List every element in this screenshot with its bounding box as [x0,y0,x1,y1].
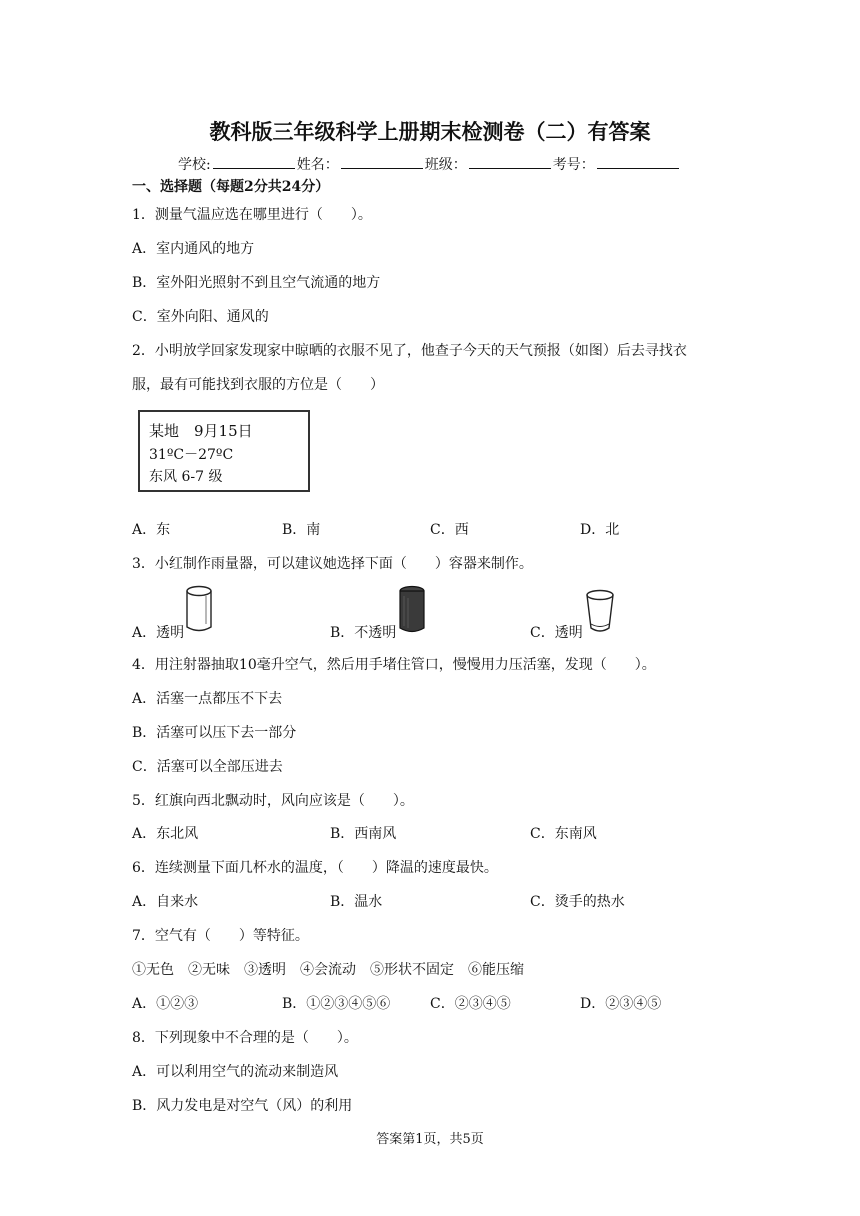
question-4-option-a: A．活塞一点都压不下去 [132,691,283,707]
question-3-option-a: A．透明 [132,625,185,641]
question-1-option-a: A．室内通风的地方 [132,241,255,257]
question-7-stem: 7．空气有（ ）等特征。 [132,928,309,944]
question-2-option-c: C．西 [430,522,469,538]
question-7-option-d: D．②③④⑤ [580,996,662,1012]
question-2-stem-line2: 服，最有可能找到衣服的方位是（ ） [132,377,384,393]
question-2-stem-line1: 2．小明放学回家发现家中晾晒的衣服不见了，他查子今天的天气预报（如图）后去寻找衣 [132,343,687,359]
question-7-option-b: B．①②③④⑤⑥ [282,996,391,1012]
question-6-option-a: A．自来水 [132,894,199,910]
forecast-place-date: 某地 9月15日 [149,422,253,440]
transparent-cylinder-icon [184,584,216,636]
forecast-wind: 东风 6-7 级 [149,469,223,485]
question-4-option-b: B．活塞可以压下去一部分 [132,725,297,741]
question-1-option-b: B．室外阳光照射不到且空气流通的地方 [132,275,381,291]
page-footer: 答案第1页，共5页 [376,1132,484,1147]
question-2-option-d: D．北 [580,522,620,538]
student-info-line [178,154,681,174]
question-5-option-c: C．东南风 [530,826,597,842]
question-6-option-b: B．温水 [330,894,383,910]
question-1-option-c: C．室外向阳、通风的 [132,309,269,325]
name-blank[interactable] [341,156,423,169]
weather-forecast-box [138,410,310,492]
question-5-option-b: B．西南风 [330,826,397,842]
question-8-option-b: B．风力发电是对空气（风）的利用 [132,1098,353,1114]
question-1-stem: 1．测量气温应选在哪里进行（ ）。 [132,207,372,223]
exam-number-blank[interactable] [597,156,679,169]
question-2-option-a: A．东 [132,522,171,538]
question-5-option-a: A．东北风 [132,826,199,842]
question-5-stem: 5．红旗向西北飘动时，风向应该是（ ）。 [132,793,414,809]
school-label: 学校: [178,157,211,173]
transparent-cup-icon [584,588,616,636]
question-2-option-b: B．南 [282,522,321,538]
section-heading: 一、选择题（每题2分共24分） [132,179,330,195]
page-title: 教科版三年级科学上册期末检测卷（二）有答案 [209,119,651,144]
question-3-stem: 3．小红制作雨量器，可以建议她选择下面（ ）容器来制作。 [132,556,533,572]
opaque-cylinder-icon [398,584,428,638]
question-4-stem: 4．用注射器抽取10毫升空气，然后用手堵住管口，慢慢用力压活塞，发现（ ）。 [132,657,656,673]
exam-number-label: 考号： [552,157,595,173]
question-8-option-a: A．可以利用空气的流动来制造风 [132,1064,339,1080]
question-7-option-c: C．②③④⑤ [430,996,511,1012]
name-label: 姓名： [296,157,339,173]
class-blank[interactable] [469,156,551,169]
question-3-option-b: B．不透明 [330,625,397,641]
class-label: 班级： [424,157,467,173]
forecast-temperature: 31ºC－27ºC [149,447,234,463]
question-6-option-c: C．烫手的热水 [530,894,625,910]
question-8-stem: 8．下列现象中不合理的是（ ）。 [132,1030,358,1046]
school-blank[interactable] [213,156,295,169]
question-7-features: ①无色 ②无味 ③透明 ④会流动 ⑤形状不固定 ⑥能压缩 [132,962,524,978]
question-7-option-a: A．①②③ [132,996,199,1012]
question-4-option-c: C．活塞可以全部压进去 [132,759,283,775]
question-6-stem: 6．连续测量下面几杯水的温度，（ ）降温的速度最快。 [132,860,498,876]
question-3-option-c: C．透明 [530,625,583,641]
